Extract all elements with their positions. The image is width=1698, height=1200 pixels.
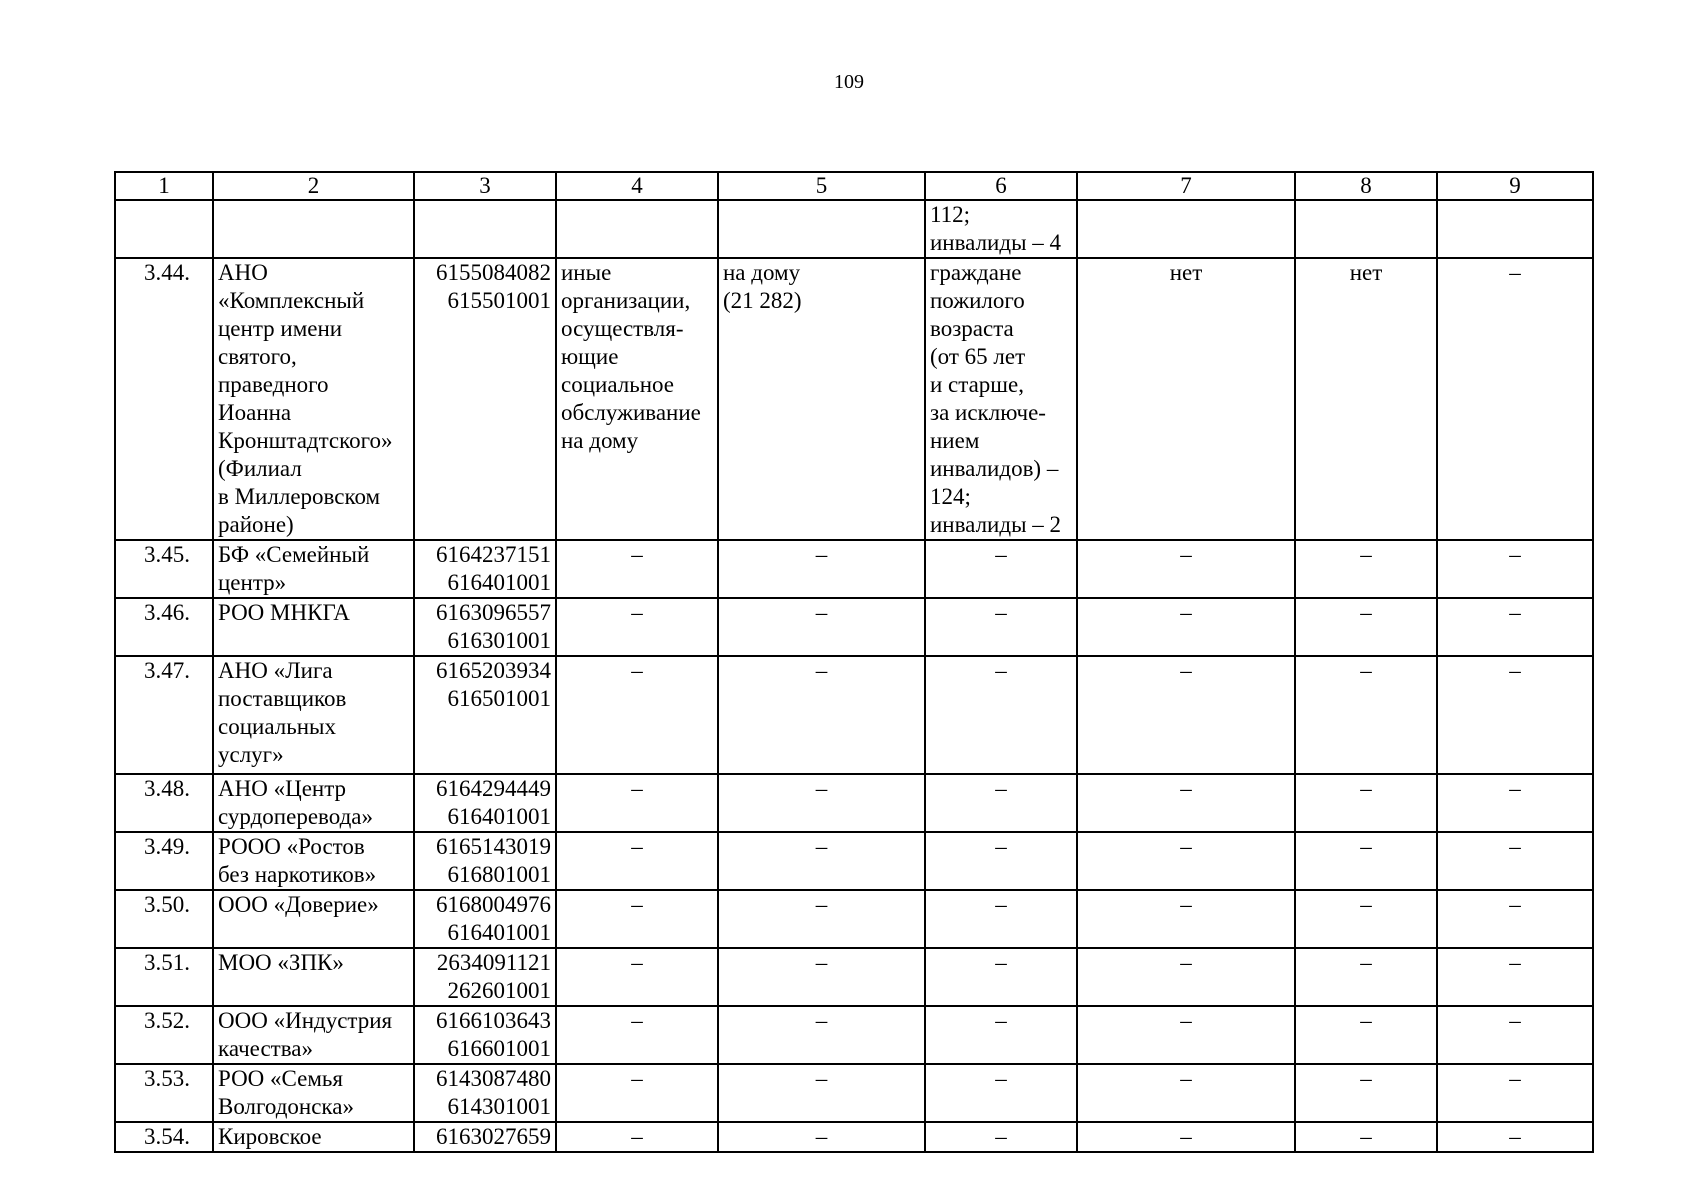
cell-recipients: –: [925, 774, 1077, 832]
cell-col-8: –: [1295, 948, 1437, 1006]
column-number: 7: [1077, 172, 1295, 200]
cell-col-7: –: [1077, 1064, 1295, 1122]
cell-inn-kpp: 6155084082 615501001: [414, 258, 556, 540]
cell-organization-type: иные организации, осуществля- ющие социальное обслуживание на дому: [556, 258, 718, 540]
cell-organization: МОО «ЗПК»: [213, 948, 414, 1006]
cell-col-8: нет: [1295, 258, 1437, 540]
cell-organization: БФ «Семейный центр»: [213, 540, 414, 598]
cell-col-9: –: [1437, 540, 1593, 598]
cell-service-form: –: [718, 1006, 925, 1064]
cell-inn-kpp: 6163027659: [414, 1122, 556, 1152]
cell-organization-type: –: [556, 890, 718, 948]
cell-col-9: –: [1437, 948, 1593, 1006]
cell-col-7: –: [1077, 656, 1295, 774]
cell-number: 3.46.: [115, 598, 213, 656]
table-row: [115, 890, 1593, 948]
cell-col-9: [1437, 200, 1593, 258]
cell-col-8: –: [1295, 774, 1437, 832]
cell-organization: ООО «Доверие»: [213, 890, 414, 948]
table-row: [115, 832, 1593, 890]
cell-number: 3.50.: [115, 890, 213, 948]
cell-service-form: –: [718, 540, 925, 598]
column-number: 1: [115, 172, 213, 200]
cell-service-form: –: [718, 1122, 925, 1152]
table-row: [115, 1006, 1593, 1064]
cell-col-8: –: [1295, 832, 1437, 890]
cell-number: 3.51.: [115, 948, 213, 1006]
table-row: [115, 1064, 1593, 1122]
continuation-row: [115, 200, 1593, 258]
cell-recipients: –: [925, 1006, 1077, 1064]
cell-col-7: –: [1077, 1006, 1295, 1064]
cell-col-7: нет: [1077, 258, 1295, 540]
cell-service-form: –: [718, 1064, 925, 1122]
cell-organization: [213, 200, 414, 258]
cell-col-7: –: [1077, 948, 1295, 1006]
cell-inn-kpp: 2634091121 262601001: [414, 948, 556, 1006]
cell-col-9: –: [1437, 890, 1593, 948]
column-number: 9: [1437, 172, 1593, 200]
cell-col-9: –: [1437, 774, 1593, 832]
cell-inn-kpp: 6166103643 616601001: [414, 1006, 556, 1064]
cell-organization-type: [556, 200, 718, 258]
cell-service-form: на дому (21 282): [718, 258, 925, 540]
cell-recipients: 112; инвалиды – 4: [925, 200, 1077, 258]
cell-inn-kpp: 6168004976 616401001: [414, 890, 556, 948]
cell-organization-type: –: [556, 1064, 718, 1122]
cell-recipients: –: [925, 1122, 1077, 1152]
cell-service-form: –: [718, 598, 925, 656]
cell-number: 3.48.: [115, 774, 213, 832]
column-number: 3: [414, 172, 556, 200]
cell-inn-kpp: [414, 200, 556, 258]
cell-col-8: –: [1295, 890, 1437, 948]
cell-col-9: –: [1437, 598, 1593, 656]
column-number-row: [115, 172, 1593, 200]
cell-organization-type: –: [556, 832, 718, 890]
cell-recipients: –: [925, 656, 1077, 774]
cell-organization: Кировское: [213, 1122, 414, 1152]
cell-organization-type: –: [556, 598, 718, 656]
cell-col-9: –: [1437, 1122, 1593, 1152]
cell-col-9: –: [1437, 258, 1593, 540]
cell-organization: РООО «Ростов без наркотиков»: [213, 832, 414, 890]
registry-table: [114, 171, 1594, 1153]
cell-recipients: граждане пожилого возраста (от 65 лет и старше, за исключе- нием инвалидов) – 124; инвалиды – 2: [925, 258, 1077, 540]
cell-col-8: –: [1295, 1006, 1437, 1064]
cell-number: 3.53.: [115, 1064, 213, 1122]
cell-col-7: –: [1077, 832, 1295, 890]
cell-organization: АНО «Лига поставщиков социальных услуг»: [213, 656, 414, 774]
cell-number: 3.52.: [115, 1006, 213, 1064]
cell-inn-kpp: 6164237151 616401001: [414, 540, 556, 598]
cell-recipients: –: [925, 832, 1077, 890]
cell-col-9: –: [1437, 832, 1593, 890]
cell-col-7: –: [1077, 598, 1295, 656]
table-row: [115, 948, 1593, 1006]
cell-number: 3.54.: [115, 1122, 213, 1152]
cell-col-7: –: [1077, 890, 1295, 948]
cell-service-form: –: [718, 832, 925, 890]
cell-recipients: –: [925, 890, 1077, 948]
column-number: 5: [718, 172, 925, 200]
cell-col-7: –: [1077, 1122, 1295, 1152]
column-number: 6: [925, 172, 1077, 200]
cell-number: 3.49.: [115, 832, 213, 890]
cell-number: 3.47.: [115, 656, 213, 774]
table-row: [115, 1122, 1593, 1152]
cell-service-form: –: [718, 774, 925, 832]
cell-service-form: –: [718, 656, 925, 774]
cell-col-9: –: [1437, 656, 1593, 774]
cell-inn-kpp: 6165143019 616801001: [414, 832, 556, 890]
cell-organization-type: –: [556, 656, 718, 774]
table-row: [115, 656, 1593, 774]
table-row: [115, 540, 1593, 598]
cell-organization-type: –: [556, 1122, 718, 1152]
cell-number: 3.44.: [115, 258, 213, 540]
cell-col-8: –: [1295, 598, 1437, 656]
cell-col-8: [1295, 200, 1437, 258]
cell-col-7: [1077, 200, 1295, 258]
cell-organization-type: –: [556, 948, 718, 1006]
cell-service-form: –: [718, 948, 925, 1006]
cell-recipients: –: [925, 948, 1077, 1006]
column-number: 4: [556, 172, 718, 200]
cell-col-8: –: [1295, 1122, 1437, 1152]
cell-col-9: –: [1437, 1006, 1593, 1064]
cell-col-8: –: [1295, 540, 1437, 598]
cell-col-8: –: [1295, 656, 1437, 774]
cell-number: 3.45.: [115, 540, 213, 598]
cell-inn-kpp: 6163096557 616301001: [414, 598, 556, 656]
cell-col-7: –: [1077, 774, 1295, 832]
cell-organization-type: –: [556, 540, 718, 598]
cell-organization-type: –: [556, 774, 718, 832]
table-row: [115, 774, 1593, 832]
cell-service-form: [718, 200, 925, 258]
cell-organization-type: –: [556, 1006, 718, 1064]
cell-col-8: –: [1295, 1064, 1437, 1122]
cell-inn-kpp: 6143087480 614301001: [414, 1064, 556, 1122]
cell-organization: РОО МНКГА: [213, 598, 414, 656]
cell-inn-kpp: 6164294449 616401001: [414, 774, 556, 832]
column-number: 8: [1295, 172, 1437, 200]
cell-service-form: –: [718, 890, 925, 948]
table-row: [115, 258, 1593, 540]
cell-inn-kpp: 6165203934 616501001: [414, 656, 556, 774]
cell-recipients: –: [925, 1064, 1077, 1122]
cell-col-7: –: [1077, 540, 1295, 598]
cell-recipients: –: [925, 540, 1077, 598]
cell-col-9: –: [1437, 1064, 1593, 1122]
table-row: [115, 598, 1593, 656]
column-number: 2: [213, 172, 414, 200]
cell-organization: ООО «Индустрия качества»: [213, 1006, 414, 1064]
page-number: 109: [834, 71, 864, 93]
cell-recipients: –: [925, 598, 1077, 656]
cell-organization: АНО «Комплексный центр имени святого, праведного Иоанна Кронштадтского» (Филиал в Миллеровском районе): [213, 258, 414, 540]
cell-number: [115, 200, 213, 258]
cell-organization: РОО «Семья Волгодонска»: [213, 1064, 414, 1122]
cell-organization: АНО «Центр сурдоперевода»: [213, 774, 414, 832]
